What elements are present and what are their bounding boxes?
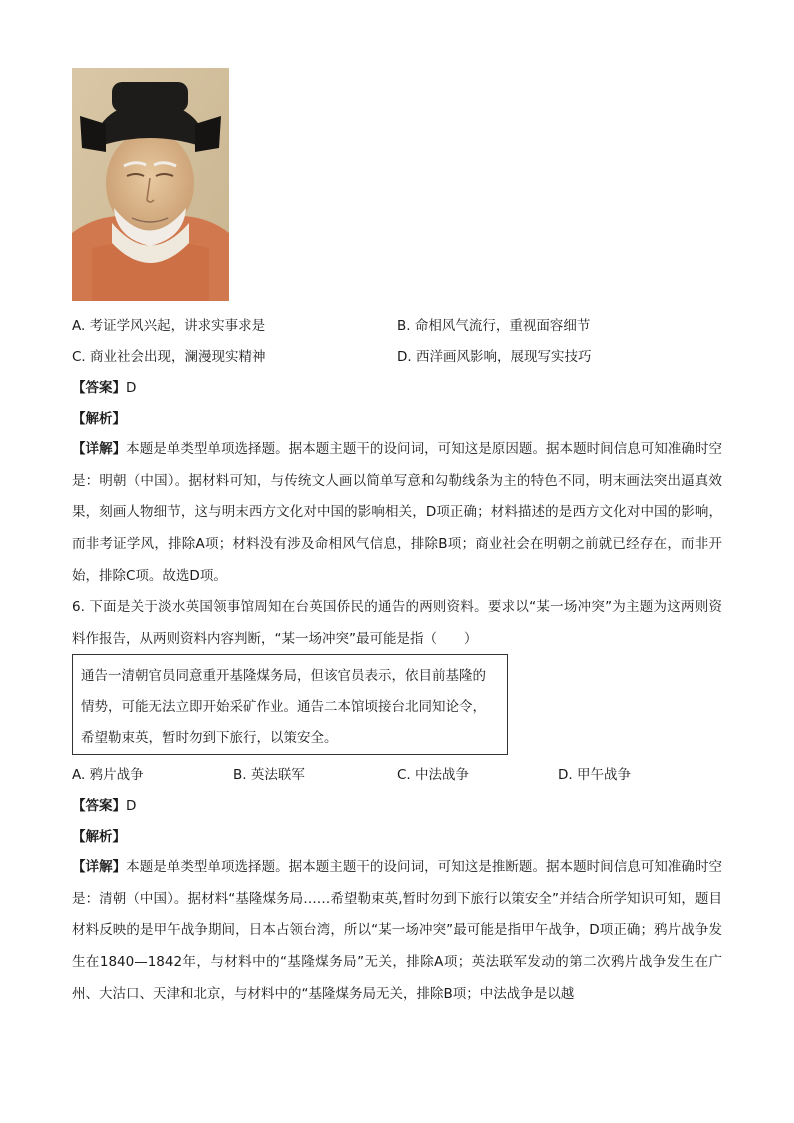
q6-answer-label: 【答案】 [72, 798, 126, 814]
q6-detail [72, 852, 722, 1011]
q5-answer [72, 378, 136, 398]
q6-detail-text: 本题是单类型单项选择题。据本题主题干的设问词，可知这是推断题。据本题时间信息可知准确时空是：清朝（中国）。据材料“基隆煤务局……希望勒束英,暂时勿到下旅行以策安全”并结合所学知识可知，题目材料反映的是甲午战争期间，日本占领台湾，所以“某一场冲突”最可能是指甲午战争，D项正确；鸦片战争发生在1840—1842年，与材料中的“基隆煤务局”无关，排除A项；英法联军发动的第二次鸦片战争发生在广州、大沽口、天津和北京，与材料中的“基隆煤务局无关，排除B项；中法战争是以越 [72, 859, 723, 1002]
q6-answer-value: D [126, 798, 137, 814]
q5-option-a: A. 考证学风兴起，讲求实事求是 [72, 318, 266, 334]
q5-option-b: B. 命相风气流行，重视面容细节 [397, 318, 591, 334]
q6-option-b: B. 英法联军 [233, 767, 305, 783]
q5-detail-text: 本题是单类型单项选择题。据本题主题干的设问词，可知这是原因题。据本题时间信息可知准确时空是：明朝（中国）。据材料可知，与传统文人画以简单写意和勾勒线条为主的特色不同，明末画法突出逼真效果，刻画人物细节，这与明末西方文化对中国的影响相关，D项正确；材料描述的是西方文化对中国的影响，而非考证学风，排除A项；材料没有涉及命相风气信息，排除B项；商业社会在明朝之前就已经存在，而非开始，排除C项。故选D项。 [72, 441, 723, 584]
q6-stem: 6. 下面是关于淡水英国领事馆周知在台英国侨民的通告的两则资料。要求以“某一场冲突”为主题为这两则资料作报告，从两则资料内容判断，“某一场冲突”最可能是指（ ） [72, 599, 722, 647]
q6-answer [72, 796, 136, 816]
q6-material-box [72, 654, 508, 755]
q5-detail [72, 434, 722, 593]
q6-detail-label: 【详解】 [72, 859, 127, 875]
q5-answer-label: 【答案】 [72, 380, 126, 396]
q5-option-c: C. 商业社会出现，澜漫现实精神 [72, 349, 266, 365]
q6-material-text: 通告一清朝官员同意重开基隆煤务局，但该官员表示，依目前基隆的情势，可能无法立即开始采矿作业。通告二本馆顷接台北同知论令，希望勒束英，暂时勿到下旅行，以策安全。 [81, 668, 486, 746]
portrait-image [72, 68, 229, 301]
q6-option-c: C. 中法战争 [397, 767, 470, 783]
q6-option-d: D. 甲午战争 [558, 767, 631, 783]
portrait-illustration [72, 68, 229, 301]
q5-answer-value: D [126, 380, 137, 396]
q6-option-a: A. 鸦片战争 [72, 767, 144, 783]
q5-option-d: D. 西洋画风影响，展现写实技巧 [397, 349, 592, 365]
q6-analysis-label: 【解析】 [72, 829, 126, 845]
q5-detail-label: 【详解】 [72, 441, 127, 457]
q5-analysis-label: 【解析】 [72, 411, 126, 427]
